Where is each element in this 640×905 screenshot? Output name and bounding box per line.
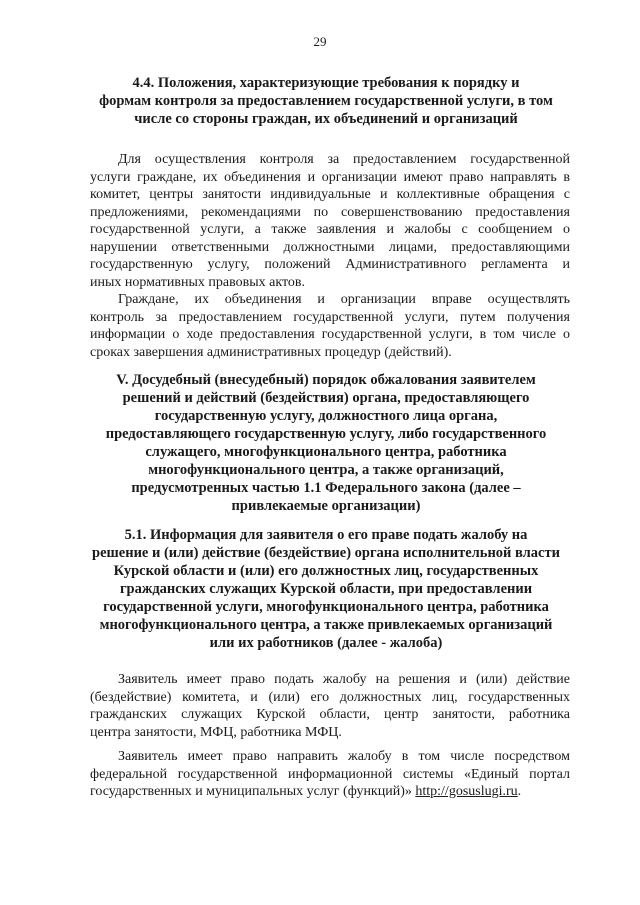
paragraph-line: нарушении ответственными должностными лицами, предоставляющими	[90, 239, 570, 255]
heading-line: государственную услугу, должностного лица органа,	[154, 408, 498, 424]
heading-line: 4.4. Положения, характеризующие требования к порядку и	[132, 75, 520, 91]
paragraph-line	[90, 783, 570, 801]
section-4-4-paragraph-2	[90, 291, 570, 361]
heading-line: Курской области и (или) его должностных лиц, государственных	[113, 563, 539, 579]
paragraph-line: услуги граждане, их объединения и организации имеют право направлять в	[90, 169, 570, 185]
paragraph-line: сроках завершения административных процедур (действий).	[90, 344, 452, 360]
paragraph-line: (бездействие) комитета, и (или) его должностных лиц, государственных	[90, 689, 570, 705]
paragraph-line: гражданских служащих Курской области, центр занятости, работника	[90, 707, 570, 722]
heading-line: формам контроля за предоставлением государственной услуги, в том	[99, 93, 553, 109]
paragraph-line: контроль за предоставлением государственной услуги, путем получения	[90, 309, 570, 325]
heading-line: предоставляющего государственную услугу, либо государственного	[105, 426, 547, 442]
paragraph-line: Заявитель имеет право подать жалобу на решения и (или) действие	[118, 672, 570, 687]
heading-line: служащего, многофункционального центра, работника	[145, 444, 507, 460]
paragraph-line: иных нормативных правовых актов.	[90, 274, 306, 290]
paragraph-line: Для осуществления контроля за предоставлением государственной	[118, 152, 570, 167]
heading-line: гражданских служащих Курской области, при предоставлении	[119, 581, 533, 597]
heading-line: числе со стороны граждан, их объединений и организаций	[134, 111, 518, 127]
paragraph-line: информации о ходе предоставления государственной услуги, в том числе о	[90, 327, 570, 342]
heading-line: многофункционального центра, а также привлекаемых организаций	[99, 617, 553, 633]
heading-line: или их работников (далее - жалоба)	[209, 635, 443, 651]
section-4-4-paragraph-1	[90, 151, 570, 291]
heading-line: государственной услуги, многофункционального центра, работника	[103, 599, 549, 615]
paragraph-line: Граждане, их объединения и организации вправе осуществлять	[118, 292, 570, 307]
section-5-1-heading	[76, 526, 576, 652]
heading-line: V. Досудебный (внесудебный) порядок обжалования заявителем	[116, 372, 536, 388]
paragraph-line: Заявитель имеет право направить жалобу в том числе посредством	[118, 749, 570, 764]
paragraph-line: федеральной государственной информационной системы «Единый портал	[90, 766, 570, 782]
heading-line: решение и (или) действие (бездействие) органа исполнительной власти	[92, 545, 560, 561]
paragraph-line: предложениями, рекомендациями по совершенствованию предоставления	[90, 204, 570, 220]
paragraph-end-punctuation: .	[517, 784, 522, 799]
paragraph-line: государственной услуги, а также заявления и жалобы с сообщением о	[90, 222, 570, 237]
section-5-1-paragraph-2	[90, 748, 570, 801]
section-4-4-heading	[76, 74, 576, 128]
heading-line: привлекаемые организации)	[231, 498, 421, 514]
paragraph-text: государственных и муниципальных услуг (функций)»	[90, 784, 412, 799]
paragraph-line: комитет, центры занятости индивидуальные и коллективные обращения с	[90, 187, 570, 202]
heading-line: решений и действий (бездействия) органа, предоставляющего	[122, 390, 530, 406]
paragraph-line: центра занятости, МФЦ, работника МФЦ.	[90, 724, 342, 740]
page-number: 29	[313, 34, 327, 49]
section-5-1-paragraph-1	[90, 671, 570, 741]
heading-line: многофункционального центра, а также организаций,	[148, 462, 504, 478]
section-5-heading	[76, 371, 576, 515]
heading-line: предусмотренных частью 1.1 Федерального закона (далее –	[131, 480, 521, 496]
paragraph-line: государственную услугу, положений Административного регламента и	[90, 257, 570, 272]
gosuslugi-link[interactable]: http://gosuslugi.ru	[415, 784, 518, 799]
heading-line: 5.1. Информация для заявителя о его праве подать жалобу на	[124, 527, 528, 543]
